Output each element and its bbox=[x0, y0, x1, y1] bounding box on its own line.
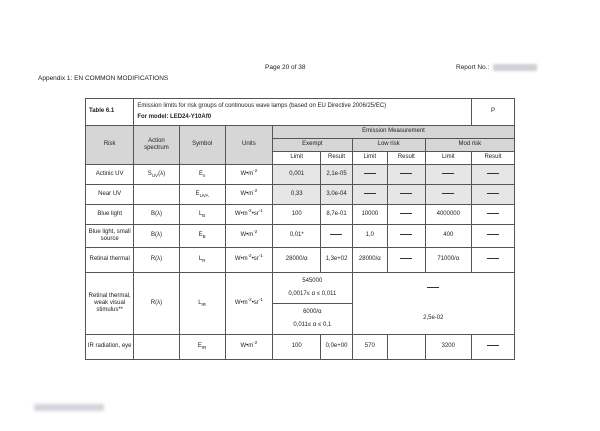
dash-value bbox=[330, 234, 342, 235]
caption-text: Emission limits for risk groups of continuous wave lamps (based on EU Directive 2006/25/EC) bbox=[137, 103, 387, 110]
dash-value bbox=[400, 213, 412, 214]
mod-limit bbox=[425, 165, 471, 185]
spectrum-cell bbox=[134, 185, 179, 205]
limit-cell: 545000 0,0017≤ α ≤ 0,011 bbox=[273, 273, 353, 304]
table-row bbox=[86, 225, 515, 248]
mod-result bbox=[471, 165, 514, 185]
header-result: Result bbox=[321, 152, 352, 165]
risk-cell: Near UV bbox=[86, 185, 134, 205]
dash-value bbox=[487, 234, 499, 235]
header-exempt: Exempt bbox=[273, 139, 353, 152]
table-row bbox=[86, 185, 515, 205]
mod-limit: 4000000 bbox=[425, 205, 471, 225]
redacted-report-number bbox=[493, 64, 537, 71]
mod-result bbox=[471, 205, 514, 225]
low-limit: 10000 bbox=[352, 205, 387, 225]
low-result bbox=[388, 225, 426, 248]
exempt-limit: 28000/α bbox=[273, 248, 321, 273]
risk-cell: Blue light, small source bbox=[86, 225, 134, 248]
symbol-cell: $L_B$ bbox=[179, 205, 225, 225]
spectrum-cell: $S_{UV}(\lambda)$ bbox=[134, 165, 179, 185]
exempt-result bbox=[321, 225, 352, 248]
header-units: Units bbox=[225, 126, 272, 165]
low-limit: 28000/α bbox=[352, 248, 387, 273]
dash-value bbox=[442, 193, 454, 194]
verdict: P bbox=[471, 99, 514, 126]
header-symbol: Symbol bbox=[179, 126, 225, 165]
result-cell bbox=[352, 273, 514, 304]
report-number bbox=[456, 64, 537, 71]
header-emission-measurement: Emission Measurement bbox=[273, 126, 515, 139]
header-result: Result bbox=[471, 152, 514, 165]
dash-value bbox=[487, 173, 499, 174]
exempt-result: 3,0e-04 bbox=[321, 185, 352, 205]
risk-cell: Blue light bbox=[86, 205, 134, 225]
spectrum-cell bbox=[134, 335, 179, 360]
model-line: For model: LED24-Y10Af0 bbox=[137, 113, 212, 120]
units-cell: $W•m^{-2}$ bbox=[225, 185, 272, 205]
risk-cell: IR radiation, eye bbox=[86, 335, 134, 360]
mod-limit: 400 bbox=[425, 225, 471, 248]
mod-result bbox=[471, 225, 514, 248]
header-risk: Risk bbox=[86, 126, 134, 165]
risk-cell: Retinal thermal bbox=[86, 248, 134, 273]
low-limit: 570 bbox=[352, 335, 387, 360]
dash-value bbox=[400, 258, 412, 259]
symbol-cell: $E_s$ bbox=[179, 165, 225, 185]
table-caption bbox=[134, 99, 472, 126]
low-limit: 1,0 bbox=[352, 225, 387, 248]
mod-result bbox=[471, 248, 514, 273]
units-cell: $W•m^{-2}•sr^{-1}$ bbox=[225, 205, 272, 225]
low-result bbox=[388, 185, 426, 205]
dash-value bbox=[400, 234, 412, 235]
units-cell: $W•m^{-2}•sr^{-1}$ bbox=[225, 273, 272, 335]
low-result bbox=[388, 335, 426, 360]
symbol-cell: $L_R$ bbox=[179, 248, 225, 273]
header-limit: Limit bbox=[352, 152, 387, 165]
report-no-label: Report No.: bbox=[456, 64, 490, 72]
exempt-limit: 0,01* bbox=[273, 225, 321, 248]
emission-limits-table bbox=[85, 98, 515, 360]
header-low-risk: Low risk bbox=[352, 139, 425, 152]
dash-value bbox=[364, 173, 376, 174]
dash-value bbox=[487, 345, 499, 346]
exempt-limit: 100 bbox=[273, 205, 321, 225]
table-row bbox=[86, 248, 515, 273]
exempt-result: 8,7e-01 bbox=[321, 205, 352, 225]
header-limit: Limit bbox=[273, 152, 321, 165]
dash-value bbox=[364, 193, 376, 194]
units-cell: $W•m^{-2}$ bbox=[225, 225, 272, 248]
exempt-limit: 0,33 bbox=[273, 185, 321, 205]
header-limit: Limit bbox=[425, 152, 471, 165]
exempt-limit: 100 bbox=[273, 335, 321, 360]
page-number: Page 20 of 38 bbox=[265, 64, 306, 71]
result-cell: 2,5e-02 bbox=[352, 304, 514, 335]
dash-value bbox=[487, 193, 499, 194]
units-cell: $W•m^{-2}•sr^{-1}$ bbox=[225, 248, 272, 273]
header-mod-risk: Mod risk bbox=[425, 139, 514, 152]
spectrum-cell: B(λ) bbox=[134, 225, 179, 248]
spectrum-cell: R(λ) bbox=[134, 248, 179, 273]
low-result bbox=[388, 205, 426, 225]
spectrum-cell: R(λ) bbox=[134, 273, 179, 335]
symbol-cell: $E_{UVA}$ bbox=[179, 185, 225, 205]
exempt-result: 0,0e+00 bbox=[321, 335, 352, 360]
data-rows bbox=[86, 165, 515, 273]
units-cell: $W•m^{-2}$ bbox=[225, 165, 272, 185]
dash-value bbox=[487, 213, 499, 214]
dash-value bbox=[400, 173, 412, 174]
exempt-result: 2,1e-05 bbox=[321, 165, 352, 185]
limit-cell: 6000/α 0,011≤ α ≤ 0,1 bbox=[273, 304, 353, 335]
mod-limit: 3200 bbox=[425, 335, 471, 360]
mod-limit: 71000/α bbox=[425, 248, 471, 273]
symbol-cell: $E_B$ bbox=[179, 225, 225, 248]
symbol-cell: $E_{IR}$ bbox=[179, 335, 225, 360]
risk-cell: Actinic UV bbox=[86, 165, 134, 185]
table-id: Table 6.1 bbox=[86, 99, 134, 126]
exempt-result: 1,3e+02 bbox=[321, 248, 352, 273]
dash-value bbox=[427, 287, 439, 288]
mod-result bbox=[471, 185, 514, 205]
table-row bbox=[86, 165, 515, 185]
mod-result bbox=[471, 335, 514, 360]
table-row bbox=[86, 205, 515, 225]
low-limit bbox=[352, 185, 387, 205]
exempt-limit: 0,001 bbox=[273, 165, 321, 185]
appendix-title: Appendix 1: EN COMMON MODIFICATIONS bbox=[38, 75, 169, 82]
low-result bbox=[388, 248, 426, 273]
redacted-footer bbox=[34, 404, 104, 411]
dash-value bbox=[487, 258, 499, 259]
spectrum-cell: B(λ) bbox=[134, 205, 179, 225]
low-result bbox=[388, 165, 426, 185]
header-result: Result bbox=[388, 152, 426, 165]
low-limit bbox=[352, 165, 387, 185]
dash-value bbox=[442, 173, 454, 174]
header-action-spectrum: Action spectrum bbox=[134, 126, 179, 165]
mod-limit bbox=[425, 185, 471, 205]
symbol-cell: $L_{IR}$ bbox=[179, 273, 225, 335]
units-cell: $W•m^{-2}$ bbox=[225, 335, 272, 360]
dash-value bbox=[400, 193, 412, 194]
risk-cell: Retinal thermal, weak visual stimulus** bbox=[86, 273, 134, 335]
